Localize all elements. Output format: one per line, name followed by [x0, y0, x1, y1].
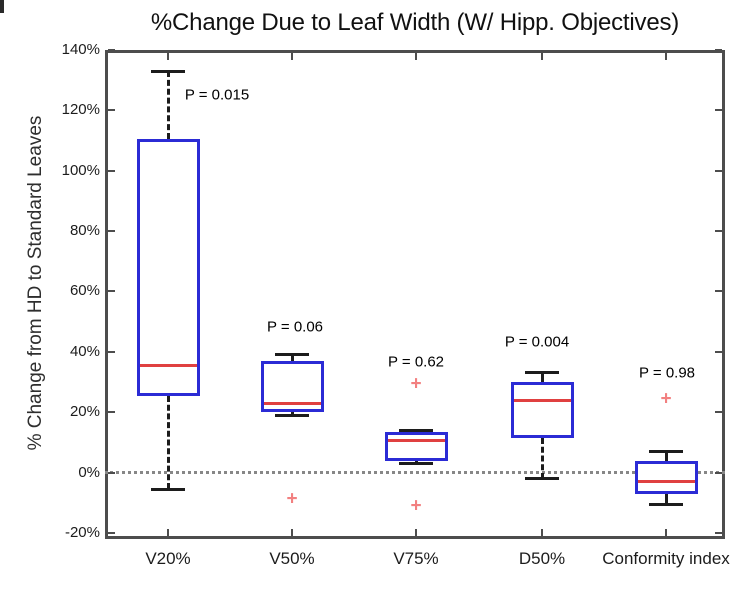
y-tick-left	[108, 170, 115, 172]
x-tick-top	[291, 53, 293, 60]
box	[137, 139, 200, 396]
y-tick-left	[108, 532, 115, 534]
lower-whisker-cap	[151, 488, 185, 491]
chart-title: %Change Due to Leaf Width (W/ Hipp. Objectives)	[150, 9, 680, 36]
y-tick-right	[715, 290, 722, 292]
x-category-label: Conformity index	[602, 549, 730, 568]
y-tick-right	[715, 351, 722, 353]
upper-whisker-cap	[151, 70, 185, 73]
y-tick-right	[715, 411, 722, 413]
lower-whisker-cap	[275, 414, 309, 417]
box	[385, 432, 448, 461]
y-tick-right	[715, 49, 722, 51]
x-category-label: V75%	[393, 549, 439, 568]
y-tick-left	[108, 351, 115, 353]
x-category-label: V20%	[145, 549, 191, 568]
y-tick-right	[715, 230, 722, 232]
median-line	[140, 364, 197, 367]
y-tick-label: 140%	[61, 41, 100, 58]
box	[511, 382, 574, 438]
x-tick-bottom	[665, 529, 667, 536]
x-category-label: V50%	[269, 549, 315, 568]
y-tick-left	[108, 230, 115, 232]
screenshot-edge-artifact	[0, 0, 4, 13]
y-tick-label: 100%	[61, 161, 100, 179]
x-tick-top	[665, 53, 667, 60]
y-tick-label: 40%	[69, 342, 100, 360]
y-tick-right	[715, 170, 722, 172]
x-tick-bottom	[291, 529, 293, 536]
median-line	[638, 480, 695, 483]
outlier-marker: +	[286, 488, 298, 510]
lower-whisker	[167, 396, 170, 490]
p-value-label: P = 0.62	[387, 353, 445, 371]
zero-line	[105, 471, 725, 474]
y-tick-right	[715, 109, 722, 111]
y-tick-label: 20%	[69, 403, 100, 421]
outlier-marker: +	[660, 388, 672, 410]
y-tick-label: 120%	[61, 101, 100, 119]
lower-whisker-cap	[649, 503, 683, 506]
upper-whisker-cap	[275, 353, 309, 356]
y-axis-title: % Change from HD to Standard Leaves	[25, 115, 46, 451]
y-tick-right	[715, 472, 722, 474]
p-value-label: P = 0.06	[266, 318, 324, 336]
box	[635, 461, 698, 494]
lower-whisker-cap	[399, 462, 433, 465]
median-line	[514, 399, 571, 402]
outlier-marker: +	[410, 373, 422, 395]
y-tick-left	[108, 49, 115, 51]
upper-whisker-cap	[649, 450, 683, 453]
upper-whisker-cap	[525, 371, 559, 374]
median-line	[264, 402, 321, 405]
y-tick-label: -20%	[64, 523, 100, 541]
y-tick-label: 80%	[69, 222, 100, 240]
y-tick-left	[108, 290, 115, 292]
y-tick-left	[108, 109, 115, 111]
outlier-marker: +	[410, 496, 422, 518]
y-tick-left	[108, 472, 115, 474]
y-tick-label: 60%	[69, 282, 100, 300]
lower-whisker	[541, 438, 544, 479]
x-tick-top	[541, 53, 543, 60]
x-tick-bottom	[541, 529, 543, 536]
x-category-label: D50%	[518, 549, 566, 568]
y-tick-right	[715, 532, 722, 534]
lower-whisker-cap	[525, 477, 559, 480]
median-line	[388, 439, 445, 442]
p-value-label: P = 0.98	[638, 364, 696, 382]
x-tick-top	[415, 53, 417, 60]
upper-whisker	[167, 71, 170, 139]
p-value-label: P = 0.004	[504, 333, 570, 351]
p-value-label: P = 0.015	[184, 86, 250, 104]
y-tick-left	[108, 411, 115, 413]
y-tick-label: 0%	[78, 463, 100, 481]
x-tick-top	[167, 53, 169, 60]
x-tick-bottom	[415, 529, 417, 536]
x-tick-bottom	[167, 529, 169, 536]
